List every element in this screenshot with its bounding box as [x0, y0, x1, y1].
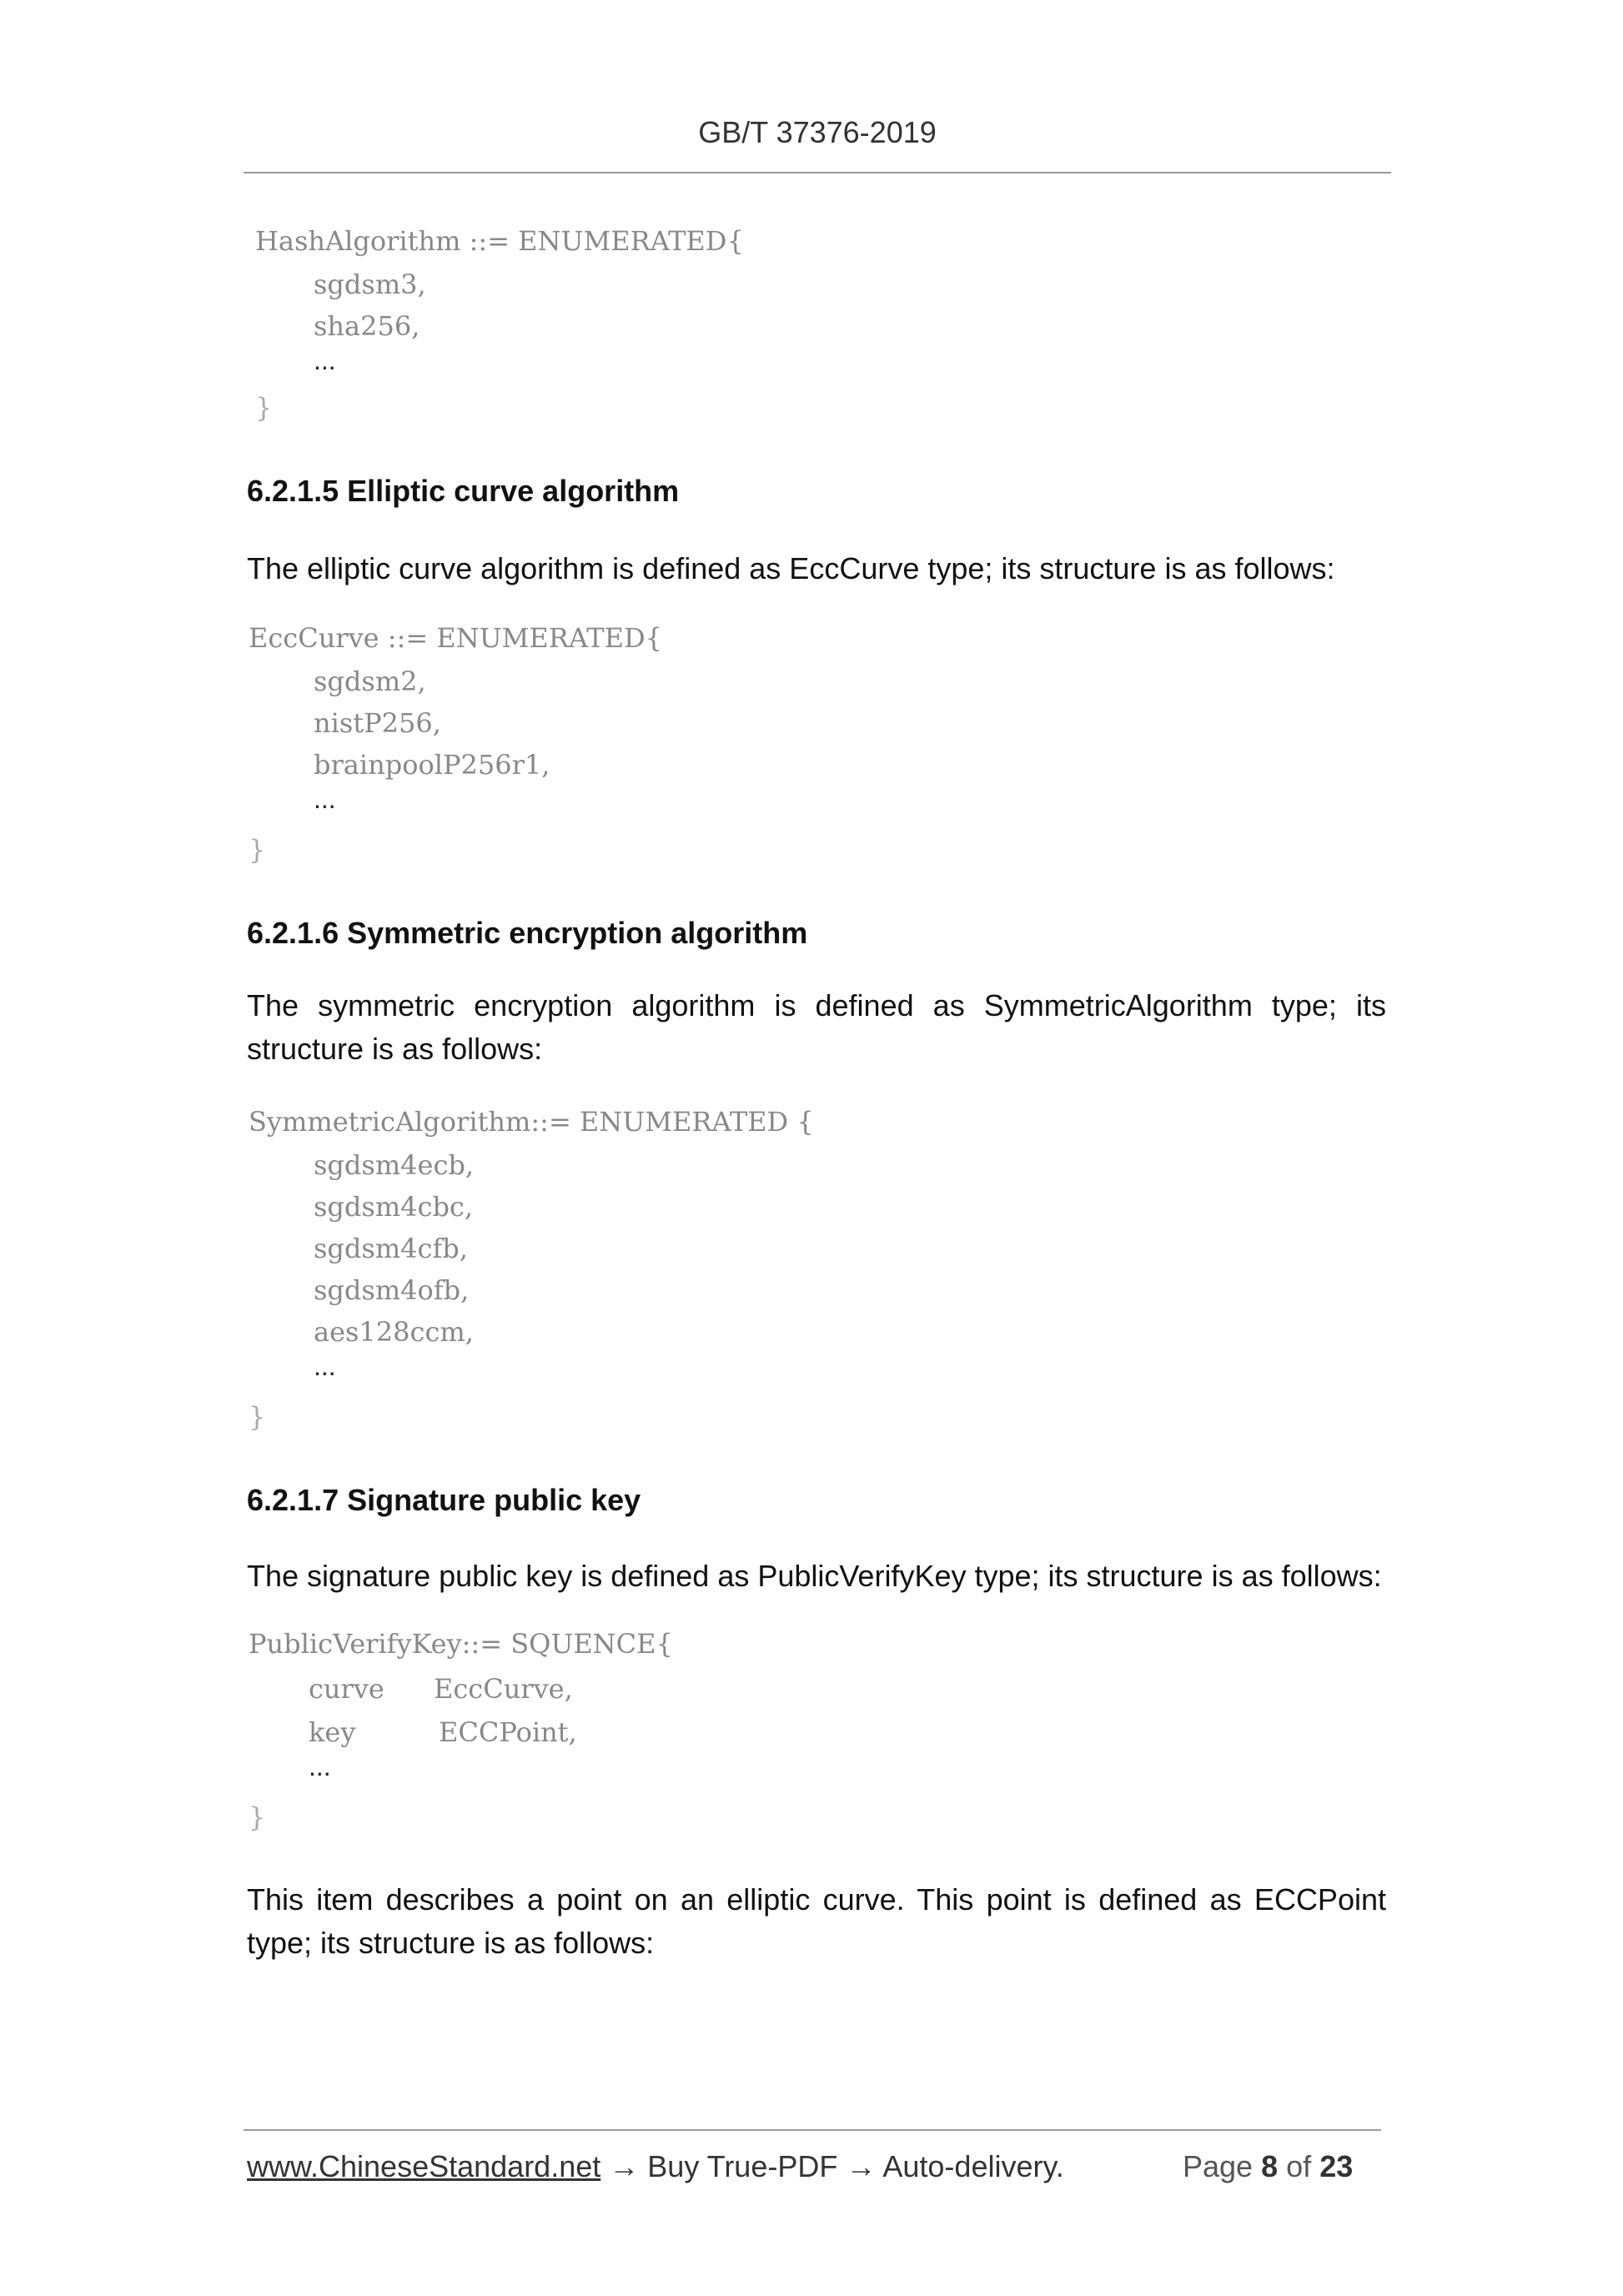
footer-divider [244, 2129, 1381, 2131]
code-head: PublicVerifyKey::= SQUENCE{ [249, 1628, 673, 1660]
section-paragraph: The signature public key is defined as PublicVerifyKey type; its structure is as follows: [247, 1559, 1382, 1593]
page-label: Page [1183, 2149, 1254, 2183]
arrow-right-icon: → [846, 2149, 877, 2183]
code-head: EccCurve ::= ENUMERATED{ [249, 622, 662, 654]
section-paragraph: The symmetric encryption algorithm is defined as SymmetricAlgorithm type; its structure is as follows: [247, 988, 1386, 1066]
code-item: sgdsm4cbc, [314, 1191, 474, 1223]
page-indicator [1183, 2149, 1353, 2184]
code-field-name: curve [309, 1673, 384, 1705]
header-divider [244, 172, 1391, 173]
code-head: HashAlgorithm ::= ENUMERATED{ [255, 225, 744, 257]
code-close-brace: } [249, 1401, 266, 1433]
code-item: sha256, [314, 310, 420, 342]
code-item: sgdsm4ofb, [314, 1274, 470, 1306]
code-field-name: key [309, 1716, 356, 1748]
section-heading-6-2-1-6: 6.2.1.6 Symmetric encryption algorithm [247, 916, 808, 950]
code-field-type: EccCurve, [434, 1673, 573, 1705]
code-ellipsis: ... [314, 784, 336, 814]
code-item: aes128ccm, [314, 1316, 474, 1348]
arrow-right-icon: → [609, 2149, 640, 2183]
section-paragraph: The elliptic curve algorithm is defined as EccCurve type; its structure is as follows: [247, 551, 1335, 585]
code-close-brace: } [249, 834, 266, 866]
buy-text: Buy True-PDF [647, 2149, 838, 2183]
code-close-brace: } [255, 392, 273, 424]
section-heading-6-2-1-7: 6.2.1.7 Signature public key [247, 1483, 641, 1517]
code-ellipsis: ... [314, 1351, 336, 1381]
current-page-number: 8 [1261, 2149, 1279, 2183]
code-item: sgdsm2, [314, 666, 426, 697]
total-pages-number: 23 [1319, 2149, 1354, 2183]
code-head: SymmetricAlgorithm::= ENUMERATED { [249, 1106, 814, 1138]
footer-links [247, 2149, 1064, 2184]
code-item: sgdsm4cfb, [314, 1233, 468, 1264]
section-paragraph: This item describes a point on an elliptic curve. This point is defined as ECCPoint type; its structure is as follows: [247, 1882, 1386, 1960]
code-ellipsis: ... [314, 345, 336, 375]
code-ellipsis: ... [309, 1751, 331, 1781]
website-link[interactable]: www.ChineseStandard.net [247, 2149, 601, 2183]
code-item: nistP256, [314, 707, 441, 739]
code-field-type: ECCPoint, [439, 1716, 577, 1748]
page-header-title: GB/T 37376-2019 [698, 115, 937, 149]
code-close-brace: } [249, 1801, 266, 1833]
of-label: of [1286, 2149, 1312, 2183]
section-heading-6-2-1-5: 6.2.1.5 Elliptic curve algorithm [247, 474, 680, 508]
delivery-text: Auto-delivery. [882, 2149, 1064, 2183]
code-item: sgdsm4ecb, [314, 1149, 475, 1181]
code-item: sgdsm3, [314, 269, 426, 300]
code-item: brainpoolP256r1, [314, 749, 550, 781]
